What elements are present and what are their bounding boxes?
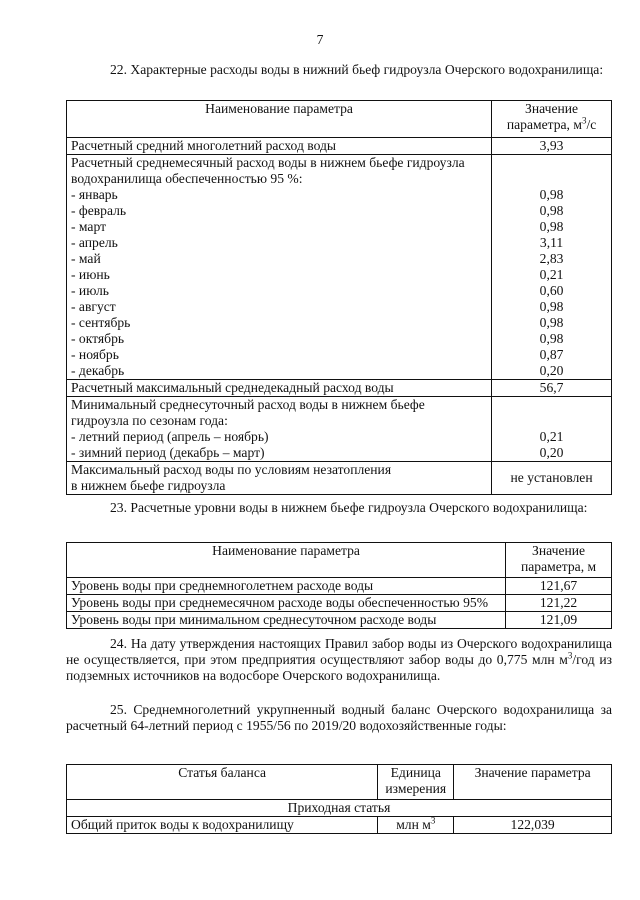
table-row: Уровень воды при среднемноголетнем расходе воды 121,67 [67, 578, 612, 595]
table-row: Расчетный средний многолетний расход воды 3,93 [67, 138, 612, 155]
table-row: Уровень воды при минимальном среднесуточном расходе воды 121,09 [67, 612, 612, 629]
table-row: Общий приток воды к водохранилищу млн $м^3$ 122,039 [67, 817, 612, 834]
table-header-row: Статья баланса Единица измерения Значение параметра [67, 765, 612, 800]
season-names: Минимальный среднесуточный расход воды в нижнем бьефе гидроузла по сезонам года: - летний период (апрель – ноябрь) - зимний период (декабрь – март) [67, 397, 492, 462]
table-row: Расчетный максимальный среднедекадный расход воды 56,7 [67, 380, 612, 397]
table-header-row: Наименование параметра Значение параметра, м [67, 543, 612, 578]
table-section-row: Приходная статья [67, 800, 612, 817]
table-row: Максимальный расход воды по условиям незатопления в нижнем бьефе гидроузла не установлен [67, 462, 612, 495]
season-values: 0,21 0,20 [492, 397, 612, 462]
header-parameter-name: Наименование параметра [67, 101, 492, 138]
table-row-monthly [67, 155, 612, 380]
table-row: Уровень воды при среднемесячном расходе воды обеспеченностью 95% 121,22 [67, 595, 612, 612]
section-25-text: 25. Среднемноголетний укрупненный водный баланс Очерского водохранилища за расчетный 64-летний период с 1955/56 по 2019/20 водохозяйственные годы: [66, 702, 612, 733]
section-23-text: 23. Расчетные уровни воды в нижнем бьефе гидроузла Очерского водохранилища: [110, 500, 588, 515]
header-parameter-value: Значение параметра, $м^3/с$ [492, 101, 612, 138]
section-22-text: 22. Характерные расходы воды в нижний бьеф гидроузла Очерского водохранилища: [110, 62, 604, 77]
water-balance-table [66, 764, 612, 834]
page-number: 7 [316, 32, 324, 47]
monthly-values: 0,98 0,98 0,98 3,11 2,83 0,21 0,60 0,98 0,98 0,98 0,87 0,20 [492, 155, 612, 380]
discharge-table [66, 100, 612, 495]
table-header-row [67, 101, 612, 138]
section-24-text: 24. На дату утверждения настоящих Правил забор воды из Очерского водохранилища не осуществляется, при этом предприятия осуществляют забор воды до 0,775 млн $м^3$/год из подземных источников на водосборе Очерского водохранилища. [66, 636, 612, 683]
table-row-seasons [67, 397, 612, 462]
water-levels-table [66, 542, 612, 629]
monthly-names: Расчетный среднемесячный расход воды в нижнем бьефе гидроузла водохранилища обеспеченностью 95 %: - январь - февраль - март - апрель - май - июнь - июль - август - сентябрь - октябрь - ноябрь - декабрь [67, 155, 492, 380]
